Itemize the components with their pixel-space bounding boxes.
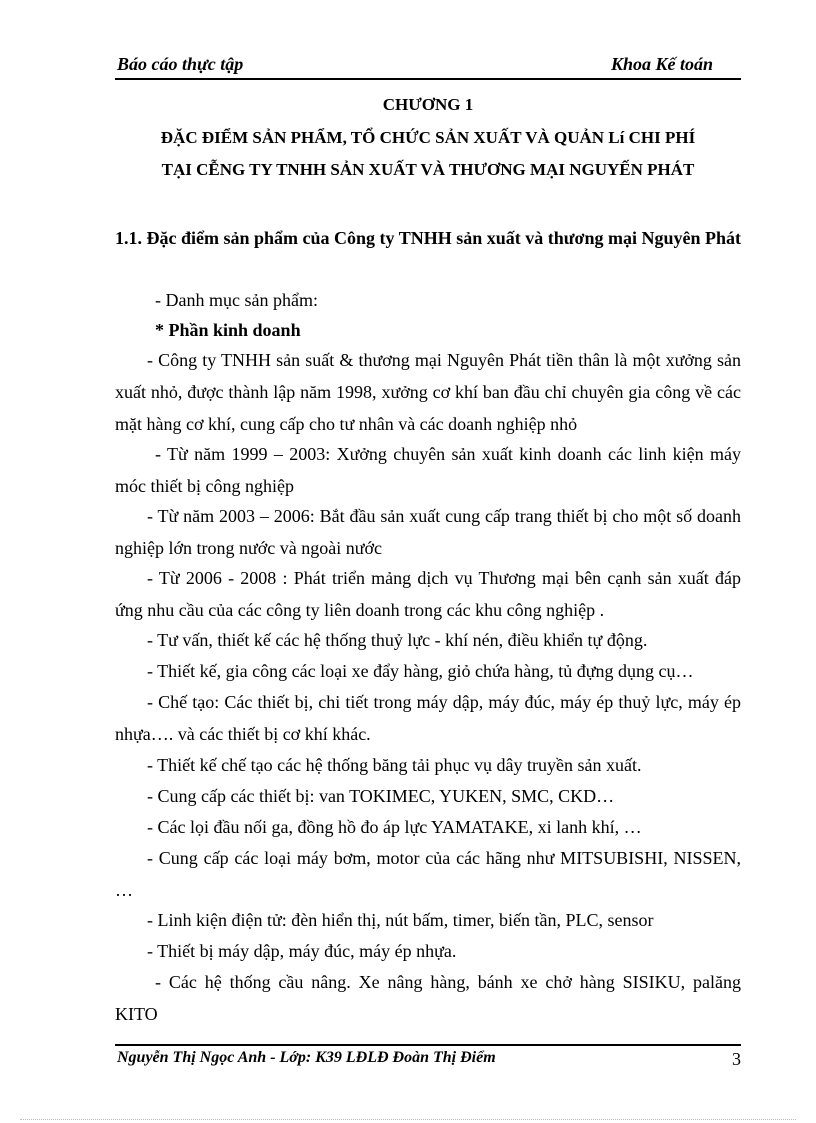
paragraph-1999-2003: - Từ năm 1999 – 2003: Xưởng chuyên sản xuất kinh doanh các linh kiện máy móc thiết bị công nghiệp (115, 444, 741, 496)
header-report-title: Báo cáo thực tập (117, 54, 244, 74)
paragraph-consulting: - Tư vấn, thiết kế các hệ thống thuỷ lực - khí nén, điều khiển tự động. (147, 630, 648, 650)
footer-author: Nguyễn Thị Ngọc Anh - Lớp: K39 LĐLĐ Đoàn Thị Điểm (117, 1049, 496, 1066)
page-header (115, 52, 741, 80)
section-heading: 1.1. Đặc điểm sản phẩm của Công ty TNHH sản xuất và thương mại Nguyên Phát (115, 228, 742, 248)
chapter-title-line2: TẠI CỄNG TY TNHH SẢN XUẤT VÀ THƯƠNG MẠI NGUYẾN PHÁT (161, 160, 695, 179)
paragraph-trolleys: - Thiết kế, gia công các loại xe đẩy hàng, giỏ chứa hàng, tủ đựng dụng cụ… (147, 661, 694, 681)
business-label: * Phần kinh doanh (155, 320, 301, 340)
bottom-dotted-divider (20, 1119, 796, 1120)
paragraph-history: - Công ty TNHH sản suất & thương mại Nguyên Phát tiền thân là một xưởng sản xuất nhỏ, được thành lập năm 1998, xưởng cơ khí ban đầu chỉ chuyên gia công về các mặt hàng cơ khí, cung cấp cho tư nhân và các doanh nghiệp nhỏ (115, 350, 741, 434)
paragraph-gas-fittings: - Các lọi đầu nối ga, đồng hồ đo áp lực YAMATAKE, xi lanh khí, … (147, 817, 642, 837)
paragraph-conveyors: - Thiết kế chế tạo các hệ thống băng tải phục vụ dây truyền sản xuất. (147, 755, 642, 775)
page-footer (115, 1044, 741, 1069)
header-department: Khoa Kế toán (610, 54, 713, 74)
paragraph-2003-2006: - Từ năm 2003 – 2006: Bắt đầu sản xuất cung cấp trang thiết bị cho một số doanh nghiệp lớn trong nước và ngoài nước (115, 506, 741, 558)
paragraph-press-machines: - Thiết bị máy dập, máy đúc, máy ép nhựa. (147, 941, 457, 961)
paragraph-lifts: - Các hệ thống cầu nâng. Xe nâng hàng, bánh xe chở hàng SISIKU, palăng KITO (115, 972, 741, 1024)
paragraph-pumps: - Cung cấp các loại máy bơm, motor của các hãng như MITSUBISHI, NISSEN, … (115, 848, 741, 900)
chapter-title-line1: ĐẶC ĐIỂM SẢN PHẨM, TỔ CHỨC SẢN XUẤT VÀ QUẢN Lí CHI PHÍ (160, 128, 696, 147)
catalog-label: - Danh mục sản phẩm: (155, 290, 318, 310)
chapter-number: CHƯƠNG 1 (382, 95, 474, 114)
paragraph-valves: - Cung cấp các thiết bị: van TOKIMEC, YUKEN, SMC, CKD… (147, 786, 615, 806)
paragraph-2006-2008: - Từ 2006 - 2008 : Phát triển mảng dịch vụ Thương mại bên cạnh sản xuất đáp ứng nhu cầu của các công ty liên doanh trong các khu công nghiệp . (115, 568, 741, 620)
paragraph-electronics: - Linh kiện điện tử: đèn hiển thị, nút bấm, timer, biến tần, PLC, sensor (147, 910, 654, 930)
paragraph-manufacturing: - Chế tạo: Các thiết bị, chi tiết trong máy dập, máy đúc, máy ép thuỷ lực, máy ép nhựa…. và các thiết bị cơ khí khác. (115, 692, 741, 744)
page-number: 3 (732, 1049, 741, 1069)
